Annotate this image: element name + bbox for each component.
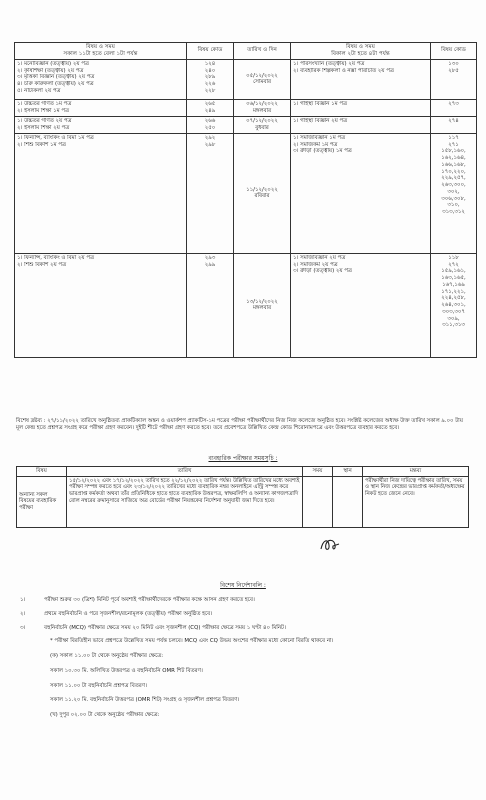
left-subjects-line: ৪। চারু কারুকলা (তত্ত্বীয়) ২য় পত্র (17, 81, 94, 88)
right-codes-line: ২৭১ (448, 141, 459, 148)
right-codes (431, 253, 477, 357)
instruction-line: সকাল ১০.৩০ মি. অলিখিত উত্তরপত্র ও বহুনির্বাচনি OMR শিট বিতরণ। (50, 667, 203, 674)
instruction-line: (খ) দুপুর ০২.০০ টা থেকে অনুষ্ঠেয় পরীক্ষার ক্ষেত্রে: (50, 712, 160, 718)
practical-place (333, 476, 363, 527)
header-left-subject: বিষয় ও সময় সকাল ১১টা হতে বেলা ১টা পর্যন্ত (15, 43, 187, 60)
left-subjects-line: ১। উচ্চতর গণিত ১ম পত্র (17, 100, 72, 107)
special-note: বিশেষ দ্রষ্টব্য : ২৭/১১/২০২২ তারিখে অনুষ্ঠিতব্য প্রাকটিক্যাল অঙ্কন ও ওয়ার্কশপ প্র্যাকটিস-১ম পত্রের পরীক্ষা পরীক্ষার্থীদের নিজ নিজ কলেজে অনুষ্ঠিত হবে। সংশ্লিষ্ট কলেজের অধ্যক্ষ উক্ত তারিখ সকাল ৯.০০ টায় মূল কেন্দ্র হতে প্রশ্নপত্র সংগ্রহ করে পরীক্ষা গ্রহণ করবেন। দুইটি শীটে পরীক্ষা গ্রহণ করতে হবে। তবে প্রবেশপত্রে উল্লিখিত কেন্দ্র কোড শিরোনামপত্রে এবং উত্তরপত্রে ব্যবহার করতে হবে। (16, 418, 463, 431)
right-codes-line: ২৮৫ (448, 67, 459, 74)
right-subjects (291, 99, 431, 116)
exam-date (234, 99, 291, 116)
right-subjects (291, 59, 431, 99)
schedule-row (15, 116, 477, 133)
practical-header-remark: মন্তব্য (363, 467, 469, 477)
right-codes-line: ৩১১,৩১৩ (442, 322, 465, 329)
exam-date (234, 116, 291, 133)
left-codes-line: ১২৪ (204, 60, 216, 67)
right-codes-line: ২৬৪,৩০১, (441, 302, 466, 309)
header-right-code: বিষয় কোড (431, 43, 477, 60)
right-codes-line: ২৭৪ (448, 117, 459, 124)
right-subjects-line: ১। সমাজবিজ্ঞান ১ম পত্র (293, 134, 346, 141)
exam-date-line: ০৭/১২/২০২২ (246, 118, 278, 125)
left-subjects (15, 99, 187, 116)
exam-date-line: সোমবার (253, 79, 271, 86)
left-codes (187, 59, 234, 99)
left-subjects-line: ১। উচ্চতর গণিত ২য় পত্র (17, 117, 72, 124)
instruction-line: সকাল ১১.২০ মি. বহুনির্বাচনি উত্তরপত্র (OMR শিট) সংগ্রহ ও সৃজনশীল প্রশ্নপত্র বিতরণ। (50, 697, 240, 704)
instructions (20, 597, 470, 727)
left-codes-line: ২৪০ (204, 67, 216, 74)
left-codes-line: ২২৬ (204, 81, 216, 88)
right-codes-line: ১৭০,২২০, (441, 168, 466, 175)
instruction-line: সকাল ১১.০০ টা বহুনির্বাচনি প্রশ্নপত্র বিতরণ। (50, 682, 147, 689)
right-codes-line: ২২৯,২৫৭, (441, 175, 466, 182)
instruction-item: ৩। বহুনির্বাচনি (MCQ) পরীক্ষার ক্ষেত্রে সময় ২০ মিনিট এবং সৃজনশীল (CQ) পরীক্ষার ক্ষেত্রে সময় ১ ঘণ্টা ৪০ মিনিট। (20, 624, 286, 631)
right-subjects-line: ৩। ক্রীড়া (তত্ত্বীয়) ১ম পত্র (293, 148, 352, 155)
schedule-row (15, 59, 477, 99)
left-subjects (15, 116, 187, 133)
right-subjects-line: ১। পরিসংখ্যান (তত্ত্বীয়) ২য় পত্র (293, 60, 365, 67)
exam-date (234, 59, 291, 99)
practical-time (303, 476, 333, 527)
right-codes-line: ১৭১,২২১, (441, 288, 466, 295)
exam-date-line: রবিবার (254, 193, 270, 200)
exam-date-line: ১১/১২/২০২২ (246, 186, 278, 193)
schedule-row (15, 99, 477, 116)
practical-title: ব্যবহারিক পরীক্ষার সময়সূচি : (208, 455, 278, 462)
instruction-star: * পরীক্ষা বিরতিহীন ভাবে প্রশ্নপত্রে উল্লেখিত সময় পর্যন্ত চলবে। MCQ এবং CQ উভয় অংশের পরীক্ষার মধ্যে কোনো বিরতি থাকবে না। (50, 638, 334, 645)
left-subjects-line: ২। শিশু বিকাশ ২য় পত্র (17, 261, 67, 268)
left-subjects (15, 253, 187, 357)
right-codes-line: ১১৮ (448, 254, 459, 261)
right-subjects-line: ১। গার্হস্থ্য বিজ্ঞান ২য় পত্র (293, 117, 348, 124)
practical-subject: অন্যান্য সকল বিষয়ের ব্যবহারিক পরীক্ষা (17, 476, 67, 527)
header-right-subject: বিষয় ও সময় বিকাল ২টা হতে ৪টা পর্যন্ত (291, 43, 431, 60)
right-codes-line: ৩১০, (447, 202, 460, 209)
exam-schedule-table (14, 42, 477, 358)
schedule-row (15, 133, 477, 253)
header-date: তারিখ ও দিন (234, 43, 291, 60)
left-subjects-line: ২। ইসলাম শিক্ষা ১ম পত্র (17, 107, 69, 114)
exam-date-line: বুধবার (255, 124, 269, 131)
left-codes-line: ২৯৩ (204, 254, 216, 261)
instruction-item: ১। পরীক্ষা শুরুর ৩০ (ত্রিশ) মিনিট পূর্বে অবশ্যই পরীক্ষার্থীদেরকে পরীক্ষার কক্ষে আসন গ্রহণ করতে হবে। (20, 597, 255, 603)
right-codes-line: ১৬৬,১৬৮, (441, 161, 466, 168)
right-codes-line: ৩০৯, (447, 315, 460, 322)
exam-date (234, 133, 291, 253)
header-left-code: বিষয় কোড (187, 43, 234, 60)
left-subjects-line: ২। ইসলাম শিক্ষা ২য় পত্র (17, 124, 70, 131)
right-codes (431, 116, 477, 133)
left-subjects-line: ১। ফিন্যান্স, ব্যাংকিং ও বিমা ২য় পত্র (17, 254, 94, 261)
left-codes-line: ২৮৯ (204, 74, 216, 81)
left-subjects-line: ৫। নাট্যকলা ২য় পত্র (17, 87, 61, 94)
left-codes-line: ২৫০ (204, 124, 216, 131)
left-codes (187, 116, 234, 133)
right-codes-line: ১১৭ (448, 134, 459, 141)
instructions-title: বিশেষ নির্দেশাবলি : (220, 582, 266, 589)
schedule-row (15, 253, 477, 357)
right-codes-line: ১৫৯,১৬১, (441, 268, 466, 275)
practical-header-place: স্থান (333, 467, 363, 477)
right-codes-line: ১৩০ (448, 60, 459, 67)
instruction-line: (ক) সকাল ১১.০০ টা থেকে অনুষ্ঠেয় পরীক্ষার ক্ষেত্রে: (50, 653, 164, 659)
right-codes (431, 99, 477, 116)
left-codes (187, 253, 234, 357)
right-codes-line: ১৬৩,১৬৫, (441, 275, 466, 282)
right-codes-line: ২৭৩ (448, 100, 459, 107)
right-codes-line: ১৫৮,১৬০, (441, 148, 466, 155)
left-codes-line: ২৬৫ (204, 100, 216, 107)
practical-table (16, 466, 469, 528)
left-codes-line: ২৯৯ (204, 261, 216, 268)
left-subjects-line: ২। কৃষিশিক্ষা (তত্ত্বীয়) ২য় পত্র (17, 67, 84, 74)
right-codes-line: ৩০২, (447, 188, 460, 195)
right-subjects-line: ২। সমাজকর্ম ২য় পত্র (293, 261, 338, 268)
left-codes (187, 99, 234, 116)
right-subjects-line: ১। সমাজবিজ্ঞান ২য় পত্র (293, 254, 346, 261)
exam-date-line: ০৬/১২/২০২২ (246, 101, 278, 108)
right-subjects-line: ২। সমাজকর্ম ১ম পত্র (293, 141, 338, 148)
right-codes (431, 133, 477, 253)
right-subjects (291, 133, 431, 253)
right-subjects (291, 253, 431, 357)
instruction-item: ২। প্রথমে বহুনির্বাচনি ও পরে সৃজনশীল/রচনামূলক (তত্ত্বীয়) পরীক্ষা অনুষ্ঠিত হবে। (20, 610, 213, 617)
signature (318, 536, 342, 554)
practical-remark: পরীক্ষার্থীরা নিজ দায়িত্বে পরীক্ষার তারিখ, সময় ও স্থান নিজ কেন্দ্রের ভারপ্রাপ্ত কর্মকর্তা/অধ্যক্ষের নিকট হতে জেনে নেবে। (363, 476, 469, 527)
right-subjects-line: ৩। ক্রীড়া (তত্ত্বীয়) ২য় পত্র (293, 268, 352, 275)
left-codes-line: ২৯৮ (204, 141, 216, 148)
left-codes-line: ২৯২ (204, 134, 216, 141)
right-codes-line: ৩১৩,৩১২ (442, 209, 465, 216)
right-codes-line: ৩০৬,৩০৮, (441, 195, 466, 202)
left-subjects (15, 133, 187, 253)
right-codes (431, 59, 477, 99)
right-subjects-line: ১। গার্হস্থ্য বিজ্ঞান ১ম পত্র (293, 100, 347, 107)
left-subjects-line: ১। ফিন্যান্স, ব্যাংকিং ও বিমা ১ম পত্র (17, 134, 94, 141)
left-subjects-line: ২। শিশু বিকাশ ১ম পত্র (17, 141, 66, 148)
right-subjects-line: ২। ব্যবহারিক শিল্পকলা ও নক্সা পরিচিতি ২য় পত্র (293, 67, 394, 74)
right-subjects (291, 116, 431, 133)
left-codes-line: ২৪৯ (204, 107, 216, 114)
exam-date-line: মঙ্গলবার (252, 107, 272, 114)
left-codes-line: ২৬৬ (204, 117, 216, 124)
left-codes-line: ২২৮ (204, 87, 216, 94)
practical-date: ১৫/১২/২০২২ এবং ১৭/১২/২০২২ তারিখ হতে ২২/১২/২০২২ তারিখ পর্যন্ত। উল্লিখিত তারিখের মধ্যে অবশ্যই পরীক্ষা সম্পন্ন করতে হবে এবং ২৩/১২/২০২২ তারিখের মধ্যে ব্যবহারিক নম্বর অনলাইনে এন্ট্রি সম্পন্ন করে ভারপ্রাপ্ত কর্মকর্তা অথবা তাঁর প্রতিনিধিকে হাতে হাতে ব্যবহারিক উত্তরপত্র, স্বাক্ষরলিপি ও অন্যান্য কাগজপত্রাদি রোল নম্বরের ক্রমানুসারে সাজিয়ে অত্র বোর্ডের পরীক্ষা নিয়ন্ত্রকের নির্দেশনা অনুযায়ী জমা দিতে হবে। (67, 476, 303, 527)
exam-date-line: মঙ্গলবার (252, 305, 272, 312)
right-codes-line: ৩০৩,৩০৭ (442, 308, 465, 315)
schedule-body (15, 59, 477, 357)
right-codes-line: ২৭২ (448, 261, 459, 268)
right-codes-line: ১৬৭,১৬৯ (442, 281, 465, 288)
exam-date-line: ১৩/১২/২০২২ (246, 298, 278, 305)
right-codes-line: ১৬২,১৬৪, (441, 155, 466, 162)
left-codes (187, 133, 234, 253)
practical-header-time: সময় (303, 467, 333, 477)
practical-header-subject: বিষয় (17, 467, 67, 477)
right-codes-line: ২২৪,২৫৮, (441, 295, 466, 302)
practical-header-date: তারিখ (67, 467, 303, 477)
right-codes-line: ২৬৩,৩০০, (441, 182, 466, 189)
left-subjects-line: ৩। মৃত্তিকা বিজ্ঞান (তত্ত্বীয়) ২য় পত্র (17, 74, 95, 81)
exam-date-line: ০৫/১২/২০২২ (246, 72, 278, 79)
left-subjects-line: ১। মনোবিজ্ঞান (তত্ত্বীয়) ২য় পত্র (17, 60, 89, 67)
exam-date (234, 253, 291, 357)
left-subjects (15, 59, 187, 99)
